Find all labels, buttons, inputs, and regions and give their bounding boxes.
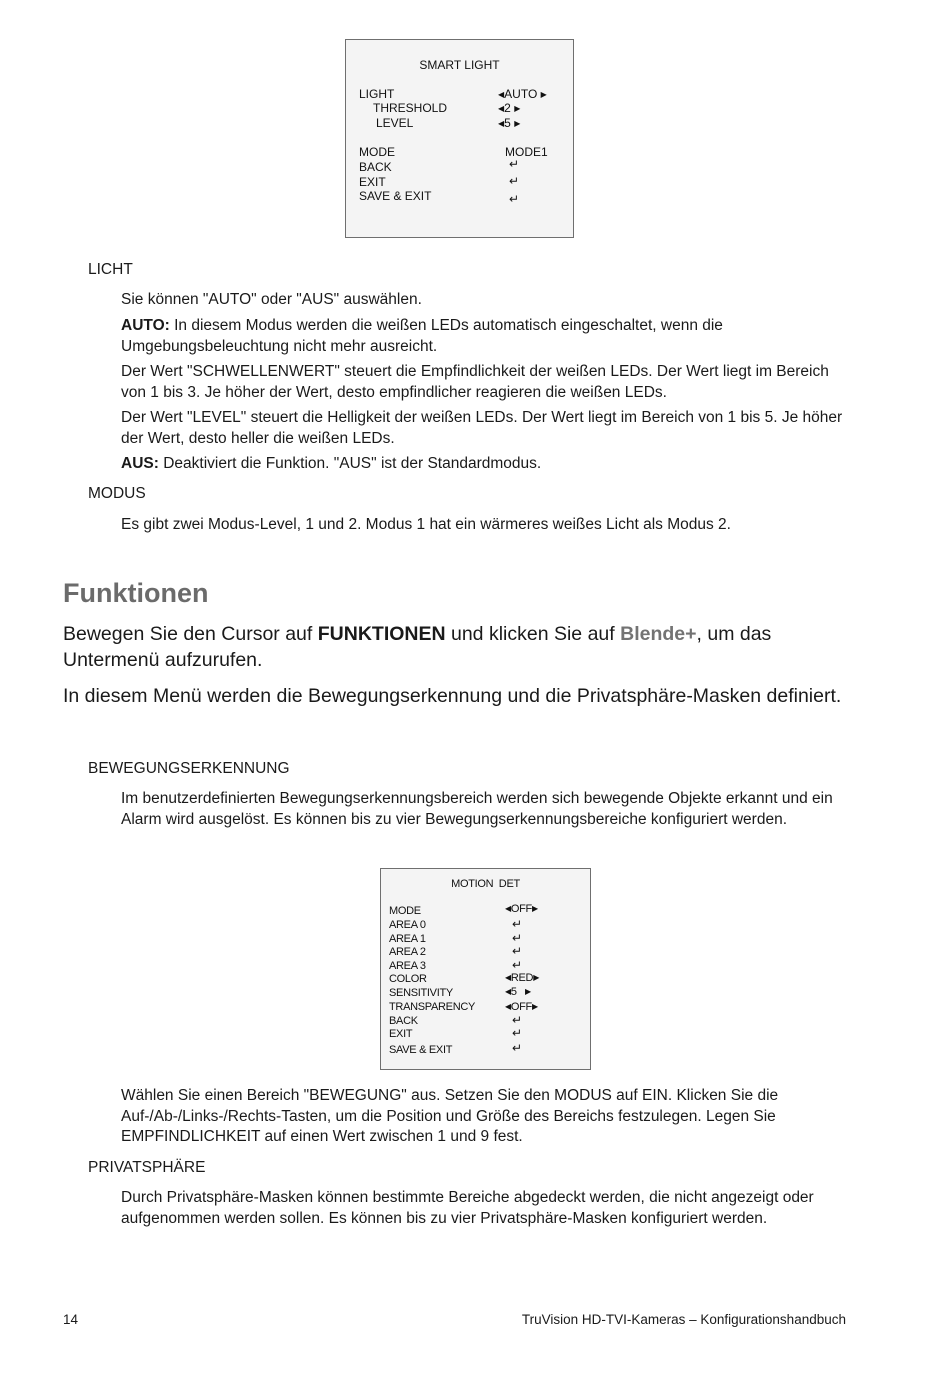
menu-label-back: BACK (359, 160, 392, 174)
paragraph: Im benutzerdefinierten Bewegungserkennungsbereich werden sich bewegende Objekte erkannt und ein Alarm wird ausgelöst. Es können bis zu vier Bewegungserkennungsbereiche konfiguriert werden. (121, 790, 833, 828)
menu-label-back: BACK (389, 1015, 418, 1027)
arrow-right-icon: ▶ (524, 987, 531, 996)
arrow-left-icon: ◀ (498, 119, 505, 128)
menu-label-light: LIGHT (359, 87, 395, 101)
menu-label-sensitivity: SENSITIVITY (389, 987, 453, 999)
menu-label-mode: MODE (359, 145, 395, 159)
menu-label-color: COLOR (389, 973, 427, 985)
menu-label-area-0: AREA 0 (389, 919, 426, 931)
paragraph: Es gibt zwei Modus-Level, 1 und 2. Modus 1 hat ein wärmeres weißes Licht als Modus 2. (121, 516, 731, 533)
menu-label-save-exit: SAVE & EXIT (389, 1044, 453, 1056)
menu-value-sensitivity: ◀5 ▶ (505, 986, 531, 998)
menu-label-area-3: AREA 3 (389, 960, 426, 972)
paragraph-aus: AUS: Deaktiviert die Funktion. "AUS" ist der Standardmodus. (121, 455, 542, 472)
arrow-right-icon: ▶ (514, 119, 521, 128)
menu-value-level: ◀5 ▶ (498, 116, 521, 130)
arrow-left-icon: ◀ (505, 987, 511, 996)
enter-icon: ↵ (512, 917, 522, 931)
menu-value-mode: ◀OFF▶ (505, 903, 538, 915)
menu-value-transparency: ◀OFF▶ (505, 1001, 538, 1013)
enter-icon: ↵ (512, 1026, 522, 1040)
footer-title: TruVision HD-TVI-Kameras – Konfigurationshandbuch (521, 1312, 846, 1327)
enter-icon: ↵ (512, 958, 522, 972)
menu-value-light: ◀AUTO ▶ (498, 87, 547, 101)
lead-paragraph: Bewegen Sie den Cursor auf FUNKTIONEN und klicken Sie auf Blende+, um das Untermenü aufzurufen. (63, 623, 772, 671)
paragraph-level: Der Wert "LEVEL" steuert die Helligkeit der weißen LEDs. Der Wert liegt im Bereich von 1 bis 5. Je höher der Wert, desto heller die weißen LEDs. (121, 409, 843, 447)
menu-label-threshold: THRESHOLD (373, 101, 448, 115)
arrow-right-icon: ▶ (531, 904, 538, 913)
lead-paragraph: In diesem Menü werden die Bewegungserkennung und die Privatsphäre-Masken definiert. (63, 685, 842, 707)
menu-label-area-2: AREA 2 (389, 946, 426, 958)
menu-label-mode: MODE (389, 905, 421, 917)
menu-value-threshold: ◀2 ▶ (498, 101, 521, 115)
menu-title: MOTION DET (451, 878, 520, 890)
smart-light-menu (345, 39, 574, 238)
menu-label-save-exit: SAVE & EXIT (359, 189, 432, 203)
enter-icon: ↵ (509, 192, 520, 206)
menu-title: SMART LIGHT (419, 58, 500, 72)
menu-label-level: LEVEL (376, 116, 414, 130)
arrow-left-icon: ◀ (498, 90, 505, 99)
menu-label-exit: EXIT (359, 175, 386, 189)
menu-label-transparency: TRANSPARENCY (389, 1001, 476, 1013)
section-heading-bewegung: BEWEGUNGSERKENNUNG (88, 760, 290, 777)
paragraph: Durch Privatsphäre-Masken können bestimmte Bereiche abgedeckt werden, die nicht angezeigt oder aufgenommen werden sollen. Es können bis zu vier Privatsphäre-Masken konfiguriert werden. (121, 1189, 814, 1227)
arrow-left-icon: ◀ (505, 1002, 511, 1011)
arrow-right-icon: ▶ (514, 104, 521, 113)
paragraph-auto: AUTO: In diesem Modus werden die weißen LEDs automatisch eingeschaltet, wenn die Umgebungsbeleuchtung nicht mehr ausreicht. (121, 317, 723, 355)
paragraph-threshold: Der Wert "SCHWELLENWERT" steuert die Empfindlichkeit der weißen LEDs. Der Wert liegt im Bereich von 1 bis 3. Je höher der Wert, desto empfindlicher reagieren die weißen LEDs. (121, 363, 829, 401)
arrow-left-icon: ◀ (505, 973, 511, 982)
enter-icon: ↵ (509, 174, 520, 188)
page-title: Funktionen (63, 578, 209, 608)
enter-icon: ↵ (512, 1041, 522, 1055)
enter-icon: ↵ (512, 944, 522, 958)
enter-icon: ↵ (512, 1013, 522, 1027)
section-heading-licht: LICHT (88, 261, 133, 278)
section-heading-privat: PRIVATSPHÄRE (88, 1159, 206, 1176)
page-number: 14 (63, 1312, 79, 1327)
paragraph: Sie können "AUTO" oder "AUS" auswählen. (121, 291, 422, 308)
arrow-right-icon: ▶ (531, 1002, 538, 1011)
motion-det-menu (380, 868, 591, 1070)
menu-value-color: ◀RED▶ (505, 972, 540, 984)
arrow-left-icon: ◀ (498, 104, 505, 113)
menu-label-exit: EXIT (389, 1028, 413, 1040)
arrow-right-icon: ▶ (540, 90, 547, 99)
section-heading-modus: MODUS (88, 485, 146, 502)
enter-icon: ↵ (512, 931, 522, 945)
arrow-right-icon: ▶ (533, 973, 540, 982)
arrow-left-icon: ◀ (505, 904, 511, 913)
menu-value-mode: MODE1 (505, 145, 548, 159)
enter-icon: ↵ (509, 157, 520, 171)
paragraph: Wählen Sie einen Bereich "BEWEGUNG" aus. Setzen Sie den MODUS auf EIN. Klicken Sie die Auf-/Ab-/Links-/Rechts-Tasten, um die Position und Größe des Bereichs festzulegen. Legen Sie EMPFINDLICHKEIT auf einen Wert zwischen 1 und 9 fest. (121, 1087, 779, 1145)
menu-label-area-1: AREA 1 (389, 933, 426, 945)
